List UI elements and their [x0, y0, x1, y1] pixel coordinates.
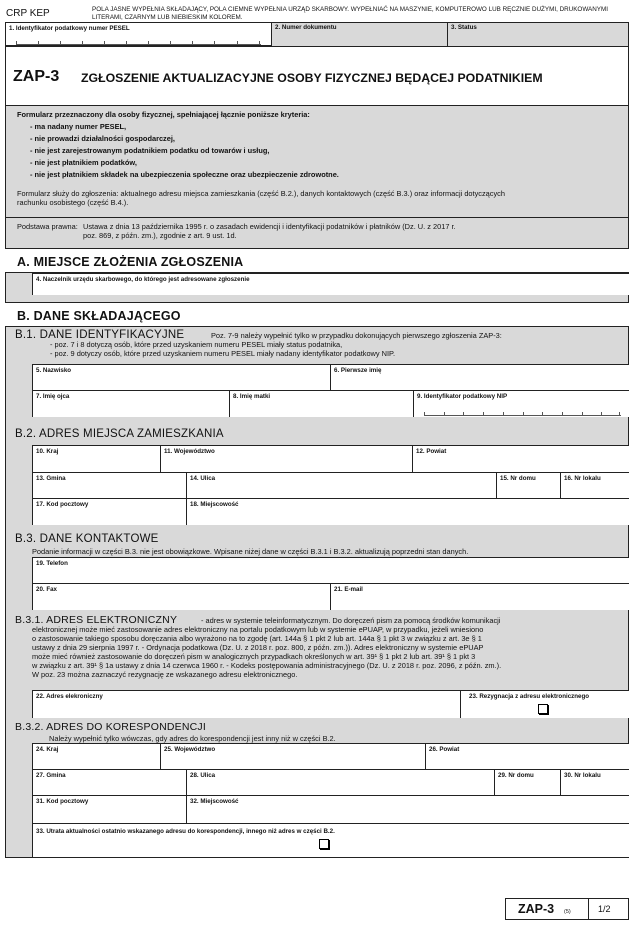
- nip-field[interactable]: [413, 390, 629, 417]
- corr-country-label: 24. Kraj: [36, 746, 59, 753]
- father-name-field[interactable]: [32, 390, 229, 417]
- email-field[interactable]: [330, 583, 629, 610]
- corr-voivodeship-label: 25. Województwo: [164, 746, 216, 753]
- b31-text-5: może mieć również zastosowanie do doręczeń pism w analogicznych przypadkach określonych w art. 39¹ § 1 pkt 2 lub art. 39¹ § 1 pkt 3: [32, 652, 476, 661]
- pesel-label: 1. Identyfikator podatkowy numer PESEL: [9, 25, 130, 32]
- section-b31-title: B.3.1. ADRES ELEKTRONICZNY: [15, 614, 178, 626]
- legal-basis-line-2: poz. 869, z późn. zm.), zgodnie z art. 9 ust. 1d.: [83, 231, 237, 240]
- apartment-number-field[interactable]: [560, 472, 629, 498]
- footer-page: 1/2: [598, 904, 611, 914]
- county-label: 12. Powiat: [416, 448, 447, 455]
- b31-text-6: w związku z art. 39¹ § 1a ustawy z dnia 14 czerwca 1960 r. - Kodeks postępowania administracyjnego (Dz. U. z 2018 r. poz. 2096, z późn. zm.).: [32, 661, 502, 670]
- corr-address-expiry-checkbox[interactable]: [319, 839, 329, 849]
- b32-note: Należy wypełnić tylko wówczas, gdy adres do korespondencji jest inny niż w części B.2.: [49, 734, 336, 743]
- fax-field[interactable]: [32, 583, 330, 610]
- form-instructions: POLA JASNE WYPEŁNIA SKŁADAJĄCY, POLA CIEMNE WYPEŁNIA URZĄD SKARBOWY. WYPEŁNIAĆ NA MASZYNIE, KOMPUTEROWO LUB RĘCZNIE DUŻYMI, DRUKOWANYMI LITERAMI, CZARNYM LUB NIEBIESKIM KOLOREM.: [92, 6, 608, 21]
- form-title: ZGŁOSZENIE AKTUALIZACYJNE OSOBY FIZYCZNEJ BĘDĄCEJ PODATNIKIEM: [81, 71, 543, 85]
- first-name-label: 6. Pierwsze imię: [334, 367, 382, 374]
- b3-note: Podanie informacji w części B.3. nie jest obowiązkowe. Wpisane niżej dane w części B.3.1 i B.3.2. aktualizują poprzedni stan danych.: [32, 547, 469, 556]
- city-field[interactable]: [186, 498, 629, 525]
- b1-note-3: - poz. 9 dotyczy osób, które przed uzyskaniem numeru PESEL miały nadany identyfikator podatkowy NIP.: [50, 349, 396, 358]
- corr-apartment-number-label: 30. Nr lokalu: [564, 772, 601, 779]
- b1-note-1: Poz. 7-9 należy wypełnić tylko w przypadku dokonujących pierwszego zgłoszenia ZAP-3:: [211, 331, 502, 340]
- criterion-2: - nie prowadzi działalności gospodarczej,: [30, 134, 175, 143]
- corr-apartment-number-field[interactable]: [560, 769, 629, 795]
- legal-basis-line-1: Ustawa z dnia 13 października 1995 r. o zasadach ewidencji i identyfikacji podatników i płatników (Dz. U. z 2017 r.: [83, 222, 456, 231]
- section-b32-title: B.3.2. ADRES DO KORESPONDENCJI: [15, 721, 206, 733]
- corr-county-label: 26. Powiat: [429, 746, 460, 753]
- nip-label: 9. Identyfikator podatkowy NIP: [417, 393, 508, 400]
- corr-address-expiry-label: 33. Utrata aktualności ostatnio wskazanego adresu do korespondencji, innego niż adres w części B.2.: [36, 828, 335, 835]
- criterion-1: - ma nadany numer PESEL,: [30, 122, 127, 131]
- voivodeship-label: 11. Województwo: [164, 448, 215, 455]
- b1-note-2: - poz. 7 i 8 dotyczą osób, które przed uzyskaniem numeru PESEL miały status podatnika,: [50, 340, 343, 349]
- corr-commune-label: 27. Gmina: [36, 772, 66, 779]
- footer-form-id: [505, 898, 629, 920]
- intro-heading: Formularz przeznaczony dla osoby fizycznej, spełniającej łącznie poniższe kryteria:: [17, 110, 310, 119]
- house-number-field[interactable]: [496, 472, 560, 498]
- house-number-label: 15. Nr domu: [500, 475, 536, 482]
- corr-house-number-label: 29. Nr domu: [498, 772, 534, 779]
- electronic-address-label: 22. Adres elekroniczny: [36, 693, 103, 700]
- father-name-label: 7. Imię ojca: [36, 393, 70, 400]
- corr-commune-field[interactable]: [32, 769, 186, 795]
- corr-house-number-field[interactable]: [494, 769, 560, 795]
- purpose-line-2: rachunku osobistego (część B.4.).: [17, 198, 129, 207]
- section-b1-title: B.1. DANE IDENTYFIKACYJNE: [15, 329, 185, 341]
- corr-street-label: 28. Ulica: [190, 772, 216, 779]
- phone-field[interactable]: [32, 557, 629, 583]
- section-b2-title: B.2. ADRES MIEJSCA ZAMIESZKANIA: [15, 428, 224, 440]
- commune-label: 13. Gmina: [36, 475, 66, 482]
- resignation-field: [460, 690, 629, 718]
- b31-text-2: elektronicznej może mieć zastosowanie adres elektroniczny na portalu podatkowym lub w systemie ePUAP, w przypadku, jeżeli wniesiono: [32, 625, 484, 634]
- tax-office-label: 4. Naczelnik urzędu skarbowego, do którego jest adresowane zgłoszenie: [36, 276, 250, 283]
- purpose-line-1: Formularz służy do zgłoszenia: aktualnego adresu miejsca zamieszkania (część B.2.), danych kontaktowych (część B.3.) oraz informacji dotyczących: [17, 189, 505, 198]
- tax-office-field[interactable]: [32, 273, 629, 295]
- crp-kep-label: CRP KEP: [6, 8, 50, 19]
- section-a-title: A. MIEJSCE ZŁOŻENIA ZGŁOSZENIA: [17, 255, 244, 269]
- voivodeship-field[interactable]: [160, 445, 412, 472]
- corr-county-field[interactable]: [425, 743, 629, 769]
- country-field[interactable]: [32, 445, 160, 472]
- legal-basis-label: Podstawa prawna:: [17, 222, 78, 231]
- corr-postal-code-field[interactable]: [32, 795, 186, 823]
- fax-label: 20. Fax: [36, 586, 57, 593]
- first-name-field[interactable]: [330, 364, 629, 390]
- country-label: 10. Kraj: [36, 448, 59, 455]
- status-label: 3. Status: [451, 24, 477, 31]
- commune-field[interactable]: [32, 472, 186, 498]
- footer-code: ZAP-3: [518, 902, 555, 916]
- form-code: ZAP-3: [13, 68, 60, 85]
- postal-code-field[interactable]: [32, 498, 186, 525]
- criterion-5: - nie jest płatnikiem składek na ubezpieczenia społeczne oraz ubezpieczenie zdrowotne.: [30, 170, 339, 179]
- pesel-field[interactable]: [5, 22, 272, 46]
- mother-name-field[interactable]: [229, 390, 413, 417]
- corr-city-label: 32. Miejscowość: [190, 798, 239, 805]
- resignation-label: 23. Rezygnacja z adresu elektronicznego: [469, 693, 590, 700]
- county-field[interactable]: [412, 445, 629, 472]
- email-label: 21. E-mail: [334, 586, 363, 593]
- surname-field[interactable]: [32, 364, 330, 390]
- section-b3-title: B.3. DANE KONTAKTOWE: [15, 533, 159, 545]
- postal-code-label: 17. Kod pocztowy: [36, 501, 89, 508]
- electronic-address-field[interactable]: [32, 690, 460, 718]
- corr-city-field[interactable]: [186, 795, 629, 823]
- b31-text-4: ustawy z dnia 29 sierpnia 1997 r. - Ordynacja podatkowa (Dz. U. z 2018 r. poz. 800, z późn. zm.)). Adres elektroniczny w systemie ePUAP: [32, 643, 484, 652]
- criterion-3: - nie jest zarejestrowanym podatnikiem podatku od towarów i usług,: [30, 146, 270, 155]
- mother-name-label: 8. Imię matki: [233, 393, 271, 400]
- nip-boxes: [424, 412, 621, 416]
- city-label: 18. Miejscowość: [190, 501, 239, 508]
- criterion-4: - nie jest płatnikiem podatków,: [30, 158, 137, 167]
- apartment-number-label: 16. Nr lokalu: [564, 475, 601, 482]
- surname-label: 5. Nazwisko: [36, 367, 72, 374]
- corr-voivodeship-field[interactable]: [160, 743, 425, 769]
- street-field[interactable]: [186, 472, 496, 498]
- corr-country-field[interactable]: [32, 743, 160, 769]
- phone-label: 19. Telefon: [36, 560, 68, 567]
- corr-address-expiry-field: [32, 823, 629, 858]
- corr-street-field[interactable]: [186, 769, 494, 795]
- resignation-checkbox[interactable]: [538, 704, 548, 714]
- b31-text-1: - adres w systemie teleinformatycznym. Do doręczeń pism za pomocą środków komunikacji: [201, 616, 501, 625]
- pesel-boxes: [16, 41, 261, 45]
- document-number-label: 2. Numer dokumentu: [275, 24, 337, 31]
- footer-version: (5): [564, 909, 571, 915]
- b31-text-7: W poz. 23 można zaznaczyć rezygnację ze wskazanego adresu elektronicznego.: [32, 670, 298, 679]
- section-b-title: B. DANE SKŁADAJĄCEGO: [17, 309, 181, 323]
- corr-postal-code-label: 31. Kod pocztowy: [36, 798, 89, 805]
- b31-text-3: o zastosowanie takiego sposobu doręczania albo wyrażono na to zgodę (art. 144a § 1 pkt 2 lub art. 144a § 1 pkt 3 w związku z art. 3e § 1: [32, 634, 482, 643]
- street-label: 14. Ulica: [190, 475, 216, 482]
